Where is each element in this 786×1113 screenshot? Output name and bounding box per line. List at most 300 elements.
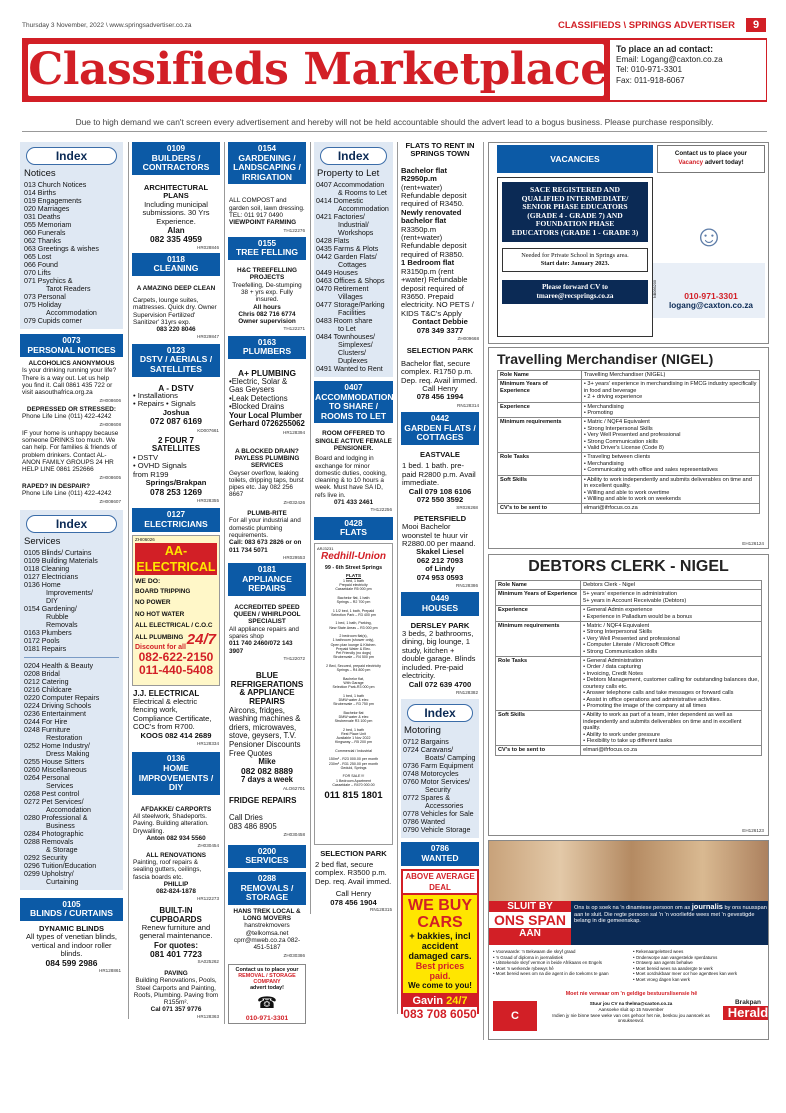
electricians-header: 0127 ELECTRICIANS bbox=[132, 508, 220, 531]
list-item: 2 Bed, Secured, prepaid electricity bbox=[326, 663, 381, 668]
banner bbox=[22, 38, 767, 102]
list-item: & Rooms to Let bbox=[338, 189, 387, 197]
list-item: 0288 Removals bbox=[24, 837, 74, 846]
list-item: • Ontwerp aan agents behalwe bbox=[633, 960, 693, 966]
table-label: Role Tasks bbox=[496, 657, 581, 711]
people-icon: ☺ bbox=[693, 220, 725, 253]
sat-title: 2 FOUR 7 SATELLITES bbox=[151, 436, 201, 454]
list-item: 019 Engagements bbox=[24, 197, 82, 205]
list-item: Strubenvale – R4 500 pm bbox=[333, 655, 374, 660]
contact-email[interactable]: Email: Logang@caxton.co.za bbox=[616, 54, 723, 64]
list-item: ALL PLUMBING bbox=[135, 633, 184, 641]
table-row bbox=[498, 402, 760, 418]
bi-title: BUILT-IN CUPBOARDS bbox=[150, 905, 202, 924]
table-row bbox=[498, 453, 760, 475]
services-list-2 bbox=[20, 662, 123, 886]
list-item: • Moet bereid wees na aandergte te werk bbox=[633, 965, 713, 971]
list-item: 0772 Spares & bbox=[403, 794, 450, 803]
list-item: 0748 Motorcycles bbox=[403, 770, 459, 779]
list-item: QUALIFIED INTERMEDIATE/ bbox=[521, 193, 629, 203]
aa-phone-1: 082-622-2150 bbox=[138, 649, 214, 664]
column-5: FLATS TO RENT IN SPRINGS TOWN Bachelor flat R2950p.m (rent+water) Refundable deposit required of R3450. Newly renovated bachelor flat R3350p.m (rent+water) Refundable deposit required of R3850. 1 Bedroom flat R3150p.m (rent +water) Refundable deposit required of R3650. Prepaid electricity. NO PETS / KIDS T&C's Apply Contact Debbie 078 349 3377 ZH009668 SELECTION PARK Bachelor flat, secure complex. R1750 p.m. Dep. req. Avail immed. Call Henry 078 456 1994 RN128314 0442 GARDEN FLATS / COTTAGES EASTVALE 1 bed. 1 bath. pre-paid R2800 p.m. Avail immediate. Call 079 108 6106 072 550 3592 SR026268 PETERSFIELD Mooi Bachelor woonstel te huur vir R2880.00 per maand. Skakel Liesel 062 212 7093 of Lindy 074 953 0593 RN128386 0449 HOUSES DERSLEY PARK 3 beds, 2 bathrooms, dining, big lounge, 1 study, kitchen + double garage. Blinds included. Pre-paid electricity. Call 072 639 4700 RN128382 Index Motoring 0712 Bargains 0724 Caravans/ Boats/ Camping 0736 Farm Equipment 0748 Motorcycles 0760 Motor Services/ Security 0772 Spares & Accessories 0778 Vehicles for Sale 0786 Wanted 0790 Vehicle Storage 0786 WANTED ABOVE AVERAGE DEAL WE BUY CARS + bakkies, incl accident damaged cars. Best prices paid. We come to you! Gavin 24/7 083 708 6050 bbox=[397, 142, 479, 1014]
table-row bbox=[496, 622, 762, 657]
list-item: 1 bed, 1 bath bbox=[343, 578, 364, 583]
notices-index bbox=[20, 142, 123, 329]
list-item: Selection Park – R3 400 pm bbox=[331, 612, 376, 617]
list-item: Prepaid Water & Elec. bbox=[335, 646, 372, 651]
table-value: • Ability to work as part of a team, inter dependent as well as independently and submits deliverables on time and in excellent quality. • Ability to work under pressure • Flexibility to take up different tasks bbox=[581, 711, 762, 746]
notices-list bbox=[20, 181, 123, 325]
list-item: Selection Park-R3 000 pm bbox=[332, 685, 375, 690]
list-item: FOR SALE !!! bbox=[342, 774, 365, 779]
table-row bbox=[498, 371, 760, 380]
debtors-clerk-ad: DEBTORS CLERK - NIGEL Role Name Debtors Clerk - Nigel Minimum Years of Experience 5+ years' experience in administration 5+ years in Account Receivable (Debtors) Experience • General Admin experience • Experience in Palladium would be a bonus Minimum requirements • Matric / NQF4 Equivalent • Strong Interpersonal Skills • Very Well Presented and professional • Computer Literate / Microsoft Office • Strong Communication skills Role Tasks • General Administration • Order / data capturing • Invoicing, Credit Notes • Debtors Management, customer calling for outstanding balances due, courtesy calls etc. • Answer telephone calls and take messages or forward calls • Assist in office operations and administrative activities. • Promoting the image of the company at all times Soft Skills • Ability to work as part of a team, inter dependent as well as independently and submits deliverables on time and in excellent quality. • Ability to work under pressure • Flexibility to take up different tasks CV's to be sent to elmari@ifrfocus.co.za EH126123 bbox=[488, 554, 769, 836]
list-item: 0284 Photographic bbox=[24, 829, 84, 838]
table-label: Minimum requirements bbox=[498, 418, 582, 453]
table-value: • Ability to work independently and submits deliverables on time and in excellent quality. • Willing and able to work overtime • Willing and able to work on weekends bbox=[581, 475, 759, 504]
list-item: ALL ELECTRICAL / C.O.C bbox=[135, 622, 213, 630]
list-item: 0292 Security bbox=[24, 853, 68, 862]
list-item: & Storage bbox=[46, 845, 78, 854]
list-item: Cottages bbox=[338, 261, 367, 269]
list-item: 0268 Pest control bbox=[24, 789, 80, 798]
raped-title: RAPED? IN DESPAIR? bbox=[22, 482, 91, 490]
list-item: Accommodation bbox=[46, 309, 97, 317]
list-item: 0236 Entertainment bbox=[24, 709, 86, 718]
motoring-index: Index Motoring 0712 Bargains 0724 Caravans/ Boats/ Camping 0736 Farm Equipment 0748 Motorcycles 0760 Motor Services/ Security 0772 Spares & Accessories 0778 Vehicles for Sale 0786 Wanted 0790 Vehicle Storage bbox=[401, 699, 479, 838]
list-item: Pet Friendly (no dogs) bbox=[335, 651, 372, 656]
ap-title: A+ PLUMBING bbox=[238, 367, 296, 378]
list-item: 0163 Plumbers bbox=[24, 628, 72, 637]
list-item: Available 1 Nov 2022 bbox=[336, 736, 371, 741]
list-item: 0790 Vehicle Storage bbox=[403, 826, 471, 835]
list-item: 0208 Bridal bbox=[24, 669, 60, 678]
list-item: SACE REGISTERED AND bbox=[530, 185, 620, 194]
aa-phone-2: 011-440-5408 bbox=[138, 662, 214, 677]
aa-title: ALCOHOLICS ANONYMOUS bbox=[28, 360, 115, 368]
list-item: 0154 Gardening/ bbox=[24, 604, 77, 613]
personal-notices-header: 0073 PERSONAL NOTICES bbox=[20, 334, 123, 357]
list-item: Accomodation bbox=[46, 805, 91, 814]
list-item: DMW water & elec bbox=[338, 714, 369, 719]
vacancies-header: VACANCIES bbox=[497, 145, 653, 173]
list-item: 0421 Factories/ bbox=[316, 213, 365, 221]
list-item: 0724 Caravans/ bbox=[403, 746, 454, 755]
list-item: Industrial/ bbox=[338, 221, 369, 229]
houses-header: 0449 HOUSES bbox=[401, 592, 479, 615]
list-item: • Uitstekende skryf vermoë in beide Afrikaans en Engels bbox=[493, 960, 602, 966]
column-4: Index Property to Let 0407 Accommodation & Rooms to Let 0414 Domestic Accommodation 0421 Factories/ Industrial/ Workshops 0428 Flats 0435 Farms & Plots 0442 Garden Flats/ Cottages 0449 Houses 0463 Offices & Shops 0470 Retirement Villages 0477 Storage/Parking Facilities 0483 Room share to Let 0484 Townhouses/ Simplexes/ Clusters/ Duplexes 0491 Wanted to Rent 0407 ACCOMMODATION TO SHARE / ROOMS TO LET ROOM OFFERED TO SINGLE ACTIVE FEMALE PENSIONER. Board and lodging in exchange for minor domestic duties, cooking, cleaning & to 10 hours a week. Must have SA ID, refs live in. 071 433 2461 TH122256 0428 FLATS ARJ3231 Redhill-Union 99 - 6th Street Springs FLATS 1 bed, 1 bath Prepaid electricity Casseldale R5 000 pm Bachelor flat, 1 bath Springs – R2 700 pm 1 1/2 bed, 1 bath, Prepaid Selection Park – R3 400 pm 1 bed, 1 bath, Parking, New State Areas – R3 000 pm 2 bedroom flat(s), 1 bathroom (shower only), Open plan lounge & Kitchen. Prepaid Water & Elec. Pet Friendly (no dogs) Strubenvale – R4 500 pm 2 Bed, Secured, prepaid electricity Springs – R4 800 pm Bachelor flat, With Garage Selection Park-R3 000 pm 1 bed, 1 bath DMW water & elec Strubenvale – R3 750 pm Bachelor flat DMW water & elec Strubenvale R3 100 pm 2 bed, 1 bath Rest Place Unit Available 1 Nov 2022 Kingsway – R5 200 pm Commercial / Industrial 150m² - R23 000.00 per month 230m² - R31 250.00 per month Geduld, Springs FOR SALE !!! 1 Bedroom Apartment Casseldale – R470 000.00 011 815 1801 SELECTION PARK 2 bed flat, secure complex. R3500 p.m. Dep. req. Avail immed. Call Henry 078 456 1904 RN128315 bbox=[310, 142, 393, 914]
table-value: elmari@ifrfocus.co.za bbox=[581, 504, 759, 513]
list-item: 062 Thanks bbox=[24, 237, 61, 245]
merchandiser-ad: Travelling Merchandiser (NIGEL) Role Name Travelling Merchandiser (NIGEL) Minimum Years of Experience • 3+ years' experience in merchandising in FMCG industry specifically in food and beverage • 2 + driving experience Experience • Merchandising • Promoting Minimum requirements • Matric / NQF4 Equivalent • Strong Interpersonal Skills • Very Well Presented and professional • Strong Communication skills • Valid Driver's License (Code 8) Role Tasks • Traveling between clients • Merchandising • Communicating with office and sales representatives Soft Skills • Ability to work independently and submits deliverables on time and in excellent quality. • Willing and able to work overtime • Willing and able to work on weekends CV's to be sent to elmari@ifrfocus.co.za EH126124 bbox=[488, 347, 769, 549]
aa-text: Is your drinking running your life? There is a way out. Let us help you find it. Call 0861 435 722 or visit aasouthafrica.org.za bbox=[22, 367, 117, 397]
list-item: 1 Bedroom Apartment bbox=[336, 778, 371, 783]
list-item: 2 bedroom flat(s), bbox=[339, 634, 368, 639]
viewpoint-title: VIEWPOINT FARMING bbox=[229, 219, 297, 227]
table-row bbox=[498, 475, 760, 504]
afd-title: AFDAKKE/ CARPORTS bbox=[140, 805, 212, 813]
motoring-title: Motoring bbox=[404, 725, 441, 737]
list-item: (GRADE 4 - GRADE 7) AND bbox=[527, 210, 623, 220]
list-item: Restoration bbox=[46, 733, 83, 742]
tree-header: 0155 TREE FELLING bbox=[228, 237, 306, 260]
appliance-repairs-header: 0181 APPLIANCE REPAIRS bbox=[228, 563, 306, 596]
list-item: 0224 Driving Schools bbox=[24, 701, 92, 710]
list-item: 073 Personal bbox=[24, 293, 66, 301]
services-header: 0200 SERVICES bbox=[228, 845, 306, 868]
list-item: Security bbox=[425, 786, 451, 795]
dstv-header: 0123 DSTV / AERIALS / SATELLITES bbox=[132, 344, 220, 377]
list-item: •Leak Detections bbox=[229, 393, 288, 403]
list-item: 0786 Wanted bbox=[403, 818, 445, 827]
table-row bbox=[496, 606, 762, 622]
contact-box bbox=[610, 40, 766, 100]
contact-fax: Fax: 011-918-6067 bbox=[616, 75, 685, 85]
list-item: Facilities bbox=[338, 309, 366, 317]
list-item: • Moet 'n werkende rybewys hê bbox=[493, 965, 554, 971]
removal-advert-promo: Contact us to place your REMOVAL / STORAGE COMPANY advert today! ☎ 010-971-3301 bbox=[228, 964, 306, 1024]
services-list bbox=[20, 549, 123, 653]
list-item: 0216 Childcare bbox=[24, 685, 72, 694]
list-item: Dress Making bbox=[46, 749, 90, 758]
list-item: Duplexes bbox=[338, 357, 368, 365]
list-item: 014 Births bbox=[24, 189, 56, 197]
list-item: 1 bed, 1 bath bbox=[343, 693, 364, 698]
eastvale-phone: 072 550 3592 bbox=[416, 495, 464, 504]
list-item: Tarot Readers bbox=[46, 285, 91, 293]
list-item: • Onderworpe aan vasgestelde sperdatums bbox=[633, 954, 718, 960]
dstv-title: A - DSTV bbox=[158, 382, 194, 393]
list-item: 0136 Home bbox=[24, 580, 61, 589]
list-item: DIY bbox=[46, 596, 58, 605]
blinds-title: DYNAMIC BLINDS bbox=[39, 924, 104, 934]
list-item: 060 Funerals bbox=[24, 229, 66, 237]
list-item: 0414 Domestic bbox=[316, 197, 364, 205]
list-item: DMW water & elec bbox=[338, 697, 369, 702]
list-item: 1 bed, 1 bath, Parking, bbox=[335, 621, 372, 626]
list-item: 150m² - R23 000.00 per month bbox=[328, 757, 379, 762]
jj-phone: KOOS 082 414 2689 bbox=[140, 730, 212, 740]
list-item: 0272 Pet Services/ bbox=[24, 797, 84, 806]
list-item: 0491 Wanted to Rent bbox=[316, 365, 383, 373]
list-item: 0109 Building Materials bbox=[24, 556, 98, 565]
list-item: Geduld, Springs bbox=[340, 765, 367, 770]
caxton-logo-icon: C bbox=[493, 1001, 537, 1031]
list-item: 075 Holiday bbox=[24, 301, 62, 309]
list-item: With Garage bbox=[343, 680, 364, 685]
contact-tel: Tel: 010-971-3301 bbox=[616, 65, 683, 75]
list-item: 0248 Furniture bbox=[24, 725, 71, 734]
table-row bbox=[498, 418, 760, 453]
notices-title: Notices bbox=[24, 168, 56, 179]
table-value: Debtors Clerk - Nigel bbox=[581, 581, 762, 590]
table-row bbox=[496, 590, 762, 606]
table-value: • 3+ years' experience in merchandising in FMCG industry specifically in food and beverage • 2 + driving experience bbox=[581, 380, 759, 402]
list-item: 1 1/2 bed, 1 bath, Prepaid bbox=[332, 608, 375, 613]
table-label: Soft Skills bbox=[498, 475, 582, 504]
dstv-phone: 072 087 6169 bbox=[150, 416, 202, 427]
table-value: • Merchandising • Promoting bbox=[581, 402, 759, 418]
list-item: 065 Lost bbox=[24, 253, 52, 261]
list-item: 0181 Repairs bbox=[24, 644, 67, 653]
list-item: 0212 Catering bbox=[24, 677, 69, 686]
arch-phone: 082 335 4959 bbox=[150, 234, 202, 244]
table-row bbox=[496, 711, 762, 746]
list-item: •Blocked Drains bbox=[229, 402, 285, 412]
list-item: 0172 Pools bbox=[24, 636, 60, 645]
wanted-header: 0786 WANTED bbox=[401, 842, 479, 865]
table-row bbox=[496, 581, 762, 590]
ap-phone: Gerhard 0726255062 bbox=[229, 419, 305, 429]
table-value: elmari@ifrfocus.co.za bbox=[581, 746, 762, 755]
table-value: 5+ years' experience in administration 5+ years in Account Receivable (Debtors) bbox=[581, 590, 762, 606]
clean-title: A AMAZING DEEP CLEAN bbox=[136, 284, 216, 292]
vac-phone: 010-971-3301 bbox=[684, 291, 738, 301]
list-item: 0105 Blinds/ Curtains bbox=[24, 548, 92, 557]
list-item: 0244 For Hire bbox=[24, 717, 68, 726]
list-item: 0118 Cleaning bbox=[24, 564, 70, 573]
sat-phone: 078 253 1269 bbox=[150, 486, 202, 497]
redhill-logo: Redhill-Union bbox=[321, 550, 386, 562]
blue-phone: 082 082 8889 bbox=[241, 765, 293, 776]
list-item: • 'n Graad of diploma in joernalistiek bbox=[493, 954, 563, 960]
debtors-table bbox=[495, 580, 762, 756]
disclaimer: Due to high demand we can't screen every advertisement and hereby will not be held accountable should the advert lead to a bogus business. Please purchase responsibly. bbox=[75, 117, 714, 127]
list-item: 0712 Bargains bbox=[403, 738, 449, 747]
removals-header: 0288 REMOVALS / STORAGE bbox=[228, 872, 306, 905]
table-row bbox=[496, 657, 762, 711]
table-value: Travelling Merchandiser (NIGEL) bbox=[581, 371, 759, 380]
list-item: 0760 Motor Services/ bbox=[403, 778, 471, 787]
list-item: 071 Psychics & bbox=[24, 277, 73, 285]
list-item: Springs – R2 700 pm bbox=[336, 600, 371, 605]
debbie-phone: 078 349 3377 bbox=[416, 325, 464, 335]
list-item: 063 Greetings & wishes bbox=[24, 245, 99, 253]
table-label: Minimum Years of Experience bbox=[496, 590, 581, 606]
list-item: • Moet vroeg dagen kan werk bbox=[633, 976, 690, 982]
table-row bbox=[498, 504, 760, 513]
list-item: 0127 Electricians bbox=[24, 572, 79, 581]
alanon-text: IF your home is unhappy because someone DRINKS too much. We can help. For families & friends of problem drinkers. Contact AL-ANON FAMILY GROUPS 24 HR HELP LINE 0861 252666 bbox=[22, 429, 119, 474]
garden-flats-header: 0442 GARDEN FLATS / COTTAGES bbox=[401, 412, 479, 445]
flats-springs-title: FLATS TO RENT IN SPRINGS TOWN bbox=[405, 141, 475, 159]
property-index: Index Property to Let 0407 Accommodation & Rooms to Let 0414 Domestic Accommodation 0421 Factories/ Industrial/ Workshops 0428 Flats 0435 Farms & Plots 0442 Garden Flats/ Cottages 0449 Houses 0463 Offices & Shops 0470 Retirement Villages 0477 Storage/Parking Facilities 0483 Room share to Let 0484 Townhouses/ Simplexes/ Clusters/ Duplexes 0491 Wanted to Rent bbox=[314, 142, 393, 377]
list-item: 055 Memoriam bbox=[24, 221, 72, 229]
list-item: Simplexes/ bbox=[338, 341, 373, 349]
table-label: Minimum Years of Experience bbox=[498, 380, 582, 402]
list-item: 0220 Computer Repairs bbox=[24, 693, 100, 702]
redhill-phone: 011 815 1801 bbox=[324, 790, 383, 802]
dersley-phone: Call 072 639 4700 bbox=[408, 679, 472, 689]
list-item: 0470 Retirement bbox=[316, 285, 369, 293]
debtors-title: DEBTORS CLERK - NIGEL bbox=[528, 558, 729, 575]
journalist-ad: SLUIT BY ONS SPAN AAN Ons is op soek na 'n dinamiese persoon om as journalis by ons nuusspan aan te sluit. Die regte persoon sal 'n 'n voorliefde wees met 'n gevestigde belang in die gemeenskap. • Voorwaarde: 'n Bekwaam die skryf graad • 'n Graad of diploma in joernalistiek • Uitstekende skryf vermoë in beide Afrikaans en Engels • Moet 'n werkende rybewys hê • Moet bereid wees om na die agent in die toekoms te gaan • Rekenaargeletterd wees • Onderworpe aan vasgestelde sperdatums • Ontwerp aan agents behalwe • Moet bereid wees na aandergte te werk • Moet oordrukbaar meer oor hoe agenttees kan werk • Moet vroeg dagen kan werk Moet nie verwaar om 'n geldige bestuurslisensie hê Stuur jou CV na thelma@caxton.co.za Aansoeke sluit op 15 November Indien jy nie binne twee weke van ons gehoor het nie, beskou jou aansoek as onsuksesvol. C Brakpan Herald bbox=[488, 840, 769, 1040]
list-item: • Rekenaargeletterd wees bbox=[633, 949, 684, 954]
blinds-header: 0105 BLINDS / CURTAINS bbox=[20, 898, 123, 921]
list-item: 1 bathroom (shower only), bbox=[332, 638, 375, 643]
blue-title: BLUE REFRIGERATIONS & APPLIANCE REPAIRS bbox=[230, 671, 304, 707]
sace-email[interactable]: tmaree@recsprings.co.za bbox=[536, 291, 614, 300]
list-item: 0778 Vehicles for Sale bbox=[403, 810, 474, 819]
list-item: 079 Cupids corner bbox=[24, 317, 82, 325]
table-label: Role Name bbox=[496, 581, 581, 590]
list-item: Services bbox=[46, 781, 74, 790]
list-item: 0463 Offices & Shops bbox=[316, 277, 385, 285]
list-item: •Electric, Solar & bbox=[229, 376, 288, 386]
we-buy-cars-ad: ABOVE AVERAGE DEAL WE BUY CARS + bakkies, incl accident damaged cars. Best prices paid. We come to you! Gavin 24/7 083 708 6050 bbox=[401, 869, 479, 1014]
builders-header: 0109 BUILDERS / CONTRACTORS bbox=[132, 142, 220, 175]
list-item: 230m² - R31 250.00 per month bbox=[328, 761, 379, 766]
table-label: Minimum requirements bbox=[496, 622, 581, 657]
list-item: 070 Lifts bbox=[24, 269, 51, 277]
herald-logo: Herald bbox=[723, 1006, 769, 1020]
list-item: Clusters/ bbox=[338, 349, 366, 357]
table-value: • General Admin experience • Experience in Palladium would be a bonus bbox=[581, 606, 762, 622]
merchandiser-table bbox=[497, 370, 760, 514]
list-item: Accessories bbox=[425, 802, 464, 811]
merchandiser-title: Travelling Merchandiser (NIGEL) bbox=[497, 351, 714, 367]
group-photo bbox=[489, 841, 769, 901]
list-item: 0449 Houses bbox=[316, 269, 358, 277]
list-item: NO HOT WATER bbox=[135, 610, 185, 618]
arch-title: ARCHITECTURAL PLANS bbox=[143, 182, 209, 201]
table-label: Role Name bbox=[498, 371, 582, 380]
table-value: • General Administration • Order / data capturing • Invoicing, Credit Notes • Debtors Management, customer calling for outstanding balances due, courtesy calls etc. • Answer telephone calls and take messages or forward calls • Assist in office operations and administrative activities. • Promoting the image of the company at all times bbox=[581, 657, 762, 711]
list-item: 031 Deaths bbox=[24, 213, 61, 221]
list-item: Strubenvale – R3 750 pm bbox=[333, 702, 374, 707]
column-6 bbox=[483, 142, 769, 1040]
list-item: Strubenvale R3 100 pm bbox=[334, 719, 373, 724]
contact-title: To place an ad contact: bbox=[616, 44, 714, 54]
list-item: 0204 Health & Beauty bbox=[24, 661, 94, 670]
list-item: Gas Geysers bbox=[229, 385, 275, 395]
home-improvements-header: 0136 HOME IMPROVEMENTS / DIY bbox=[132, 752, 220, 794]
section-title: CLASSIFIEDS \ SPRINGS ADVERTISER bbox=[558, 20, 736, 31]
property-title: Property to Let bbox=[317, 168, 380, 179]
list-item: 0252 Home Industry/ bbox=[24, 741, 90, 750]
list-item: Improvements/ bbox=[46, 588, 93, 597]
list-item: Bachelor flat bbox=[343, 710, 364, 715]
list-item: Business bbox=[46, 821, 75, 830]
list-item: 013 Church Notices bbox=[24, 181, 87, 189]
vacancies-section: VACANCIES Contact us to place your Vacancy advert today! SACE REGISTERED AND QUALIFIED INTERMEDIATE/ SENIOR PHASE EDUCATORS (GRADE 4 - GRADE 7) AND FOUNDATION PHASE EDUCATORS (GRADE 1 - GRADE 3) Needed for Private School in Springs area. Start date: January 2023. Please forward CV to tmaree@recsprings.co.za ☺ 010-971-3301 logang@caxton.co.za NB066200 bbox=[488, 142, 769, 344]
table-value: • Traveling between clients • Merchandising • Communicating with office and sales representatives bbox=[581, 453, 759, 475]
list-item: Accommodation bbox=[338, 205, 389, 213]
list-item: to Let bbox=[338, 325, 356, 333]
list-item: Workshops bbox=[338, 229, 374, 237]
services-title: Services bbox=[24, 535, 61, 547]
list-item: FOUNDATION PHASE bbox=[535, 219, 615, 229]
list-item: 2 bed, 1 bath bbox=[343, 727, 364, 732]
list-item: Open plan lounge & Kitchen. bbox=[330, 642, 377, 647]
list-item: Bachelor flat, 1 bath bbox=[337, 595, 370, 600]
redhill-union-ad: ARJ3231 Redhill-Union 99 - 6th Street Springs FLATS 1 bed, 1 bath Prepaid electricity Casseldale R5 000 pm Bachelor flat, 1 bath Springs – R2 700 pm 1 1/2 bed, 1 bath, Prepaid Selection Park – R3 400 pm 1 bed, 1 bath, Parking, New State Areas – R3 000 pm 2 bedroom flat(s), 1 bathroom (shower only), Open plan lounge & Kitchen. Prepaid Water & Elec. Pet Friendly (no dogs) Strubenvale – R4 500 pm 2 Bed, Secured, prepaid electricity Springs – R4 800 pm Bachelor flat, With Garage Selection Park-R3 000 pm 1 bed, 1 bath DMW water & elec Strubenvale – R3 750 pm Bachelor flat DMW water & elec Strubenvale R3 100 pm 2 bed, 1 bath Rest Place Unit Available 1 Nov 2022 Kingsway – R5 200 pm Commercial / Industrial 150m² - R23 000.00 per month 230m² - R31 250.00 per month Geduld, Springs FOR SALE !!! 1 Bedroom Apartment Casseldale – R470 000.00 011 815 1801 bbox=[314, 543, 393, 845]
list-item: EDUCATORS (GRADE 1 - GRADE 3) bbox=[511, 227, 639, 237]
list-item: 0736 Farm Equipment bbox=[403, 762, 474, 771]
list-item: Curtaining bbox=[46, 877, 79, 886]
list-item: 020 Marriages bbox=[24, 205, 70, 213]
list-item: • Moet bereid wees om na die agent in die toekoms te gaan bbox=[493, 971, 609, 977]
list-item: 066 Found bbox=[24, 261, 58, 269]
cleaning-header: 0118 CLEANING bbox=[132, 253, 220, 276]
table-label: Experience bbox=[498, 402, 582, 418]
sace-heading bbox=[502, 182, 648, 242]
page-number: 9 bbox=[746, 18, 766, 32]
list-item: 0296 Tuition/Education bbox=[24, 861, 97, 870]
aa-title: AA-ELECTRICAL bbox=[136, 543, 216, 574]
list-item: Casseldale – R470 000.00 bbox=[332, 782, 375, 787]
list-item: Removals bbox=[46, 620, 78, 629]
list-item: Springs – R4 800 pm bbox=[336, 668, 371, 673]
list-item: 0484 Townhouses/ bbox=[316, 333, 376, 341]
list-item: 0255 House Sitters bbox=[24, 757, 85, 766]
table-row bbox=[496, 746, 762, 755]
list-item: Kingsway – R5 200 pm bbox=[335, 740, 372, 745]
plumbers-header: 0163 PLUMBERS bbox=[228, 336, 306, 359]
list-item: NO POWER bbox=[135, 599, 171, 607]
jj-title: J.J. ELECTRICAL bbox=[133, 688, 200, 698]
index-heading: Index bbox=[55, 149, 88, 163]
depressed-title: DEPRESSED OR STRESSED: bbox=[26, 405, 117, 413]
list-item: 0428 Flats bbox=[316, 237, 350, 245]
accommodation-header: 0407 ACCOMMODATION TO SHARE / ROOMS TO LET bbox=[314, 381, 393, 423]
list-item: 0260 Miscellaneous bbox=[24, 765, 87, 774]
list-item: 0299 Upholstry/ bbox=[24, 869, 74, 878]
list-item: Prepaid electricity bbox=[339, 583, 368, 588]
services-index: Index Services 0105 Blinds/ Curtains 0109 Building Materials 0118 Cleaning 0127 Electricians 0136 Home Improvements/ DIY 0154 Gardening/ Rubble Removals 0163 Plumbers 0172 Pools 0181 Repairs 0204 Health & Beauty 0208 Bridal 0212 Catering 0216 Childcare 0220 Computer Repairs 0224 Driving Schools 0236 Entertainment 0244 For Hire 0248 Furniture Restoration 0252 Home Industry/ Dress Making 0255 House Sitters 0260 Miscellaneous 0264 Personal Services 0268 Pest control 0272 Pet Services/ Accomodation 0280 Professional & Business 0284 Photographic 0288 Removals & Storage 0292 Security 0296 Tuition/Education 0299 Upholstry/ Curtaining bbox=[20, 510, 123, 890]
cars-phone: 083 708 6050 bbox=[403, 1006, 477, 1021]
list-item: SENIOR PHASE EDUCATORS bbox=[522, 202, 628, 212]
list-item: • Voorwaarde: 'n Bekwaam die skryf graad bbox=[493, 949, 576, 954]
list-item: 0407 Accommodation bbox=[316, 181, 385, 189]
list-item: 0442 Garden Flats/ bbox=[316, 253, 377, 261]
table-value: • Matric / NQF4 Equivalent • Strong Interpersonal Skills • Very Well Presented and professional • Computer Literate / Microsoft Office • Strong Communication skills bbox=[581, 622, 762, 657]
blinds-phone: 084 599 2986 bbox=[45, 957, 98, 968]
gardening-header: 0154 GARDENING / LANDSCAPING / IRRIGATION bbox=[228, 142, 306, 184]
list-item: Commercial / Industrial bbox=[335, 748, 372, 753]
list-item: • Moet oordrukbaar meer oor hoe agenttees kan werk bbox=[633, 971, 738, 977]
aa-electrical-ad: ZHI06026 AA-ELECTRICAL WE DO: BOARD TRIPPING NO POWER NO HOT WATER ALL ELECTRICAL / C.O.C ALL PLUMBING 24/7 Discount for all 082-622-2150 011-440-5408 bbox=[132, 535, 220, 686]
table-label: Experience bbox=[496, 606, 581, 622]
list-item: Casseldale R5 000 pm bbox=[335, 587, 372, 592]
sp-phone: 078 456 1904 bbox=[330, 898, 377, 908]
table-label: Role Tasks bbox=[498, 453, 582, 475]
banner-title: Classifieds Marketplace bbox=[28, 44, 608, 95]
list-item: BOARD TRIPPING bbox=[135, 587, 191, 595]
list-item: 0477 Storage/Parking bbox=[316, 301, 385, 309]
table-row bbox=[498, 380, 760, 402]
we-buy-cars-title: WE BUY CARS bbox=[408, 896, 472, 931]
list-item: 0483 Room share bbox=[316, 317, 373, 325]
list-item: 0264 Personal bbox=[24, 773, 70, 782]
column-1: Index Notices 013 Church Notices 014 Births 019 Engagements 020 Marriages 031 Deaths 055 Memoriam 060 Funerals 062 Thanks 063 Greetings & wishes 065 Lost 066 Found 070 Lifts 071 Psychics & Tarot Readers 073 Personal 075 Holiday Accommodation 079 Cupids corner 0073 PERSONAL NOTICES ALCOHOLICS ANONYMOUS Is your drinking running your life? There is a way out. Let us help you find it. Call 0861 435 722 or visit aasouthafrica.org.za ZH008606 DEPRESSED OR STRESSED: Phone Life Line (011) 422-4242 ZH008608 IF your home is unhappy because someone DRINKS too much. We can help. For families & friends of problem drinkers. Contact AL-ANON FAMILY GROUPS 24 HR HELP LINE 0861 252666 ZH008605 RAPED? IN DESPAIR? Phone Life Line (011) 422-4242 ZH008607 Index Services 0105 Blinds/ Curtains 0109 Building Materials 0118 Cleaning 0127 Electricians 0136 Home Improvements/ DIY 0154 Gardening/ Rubble Removals 0163 Plumbers 0172 Pools 0181 Repairs 0204 Health & Beauty 0208 Bridal 0212 Catering 0216 Childcare 0220 Computer Repairs 0224 Driving Schools 0236 Entertainment 0244 For Hire 0248 Furniture Restoration 0252 Home Industry/ Dress Making 0255 House Sitters 0260 Miscellaneous 0264 Personal Services 0268 Pest control 0272 Pet Services/ Accomodation 0280 Professional & Business 0284 Photographic 0288 Removals & Storage 0292 Security 0296 Tuition/Education 0299 Upholstry/ Curtaining 0105 BLINDS / CURTAINS DYNAMIC BLINDS All types of venetian blinds, vertical and indoor roller blinds. 084 599 2986 HR128861 bbox=[20, 142, 123, 976]
list-item: Rest Place Unit bbox=[341, 731, 366, 736]
list-item: Bachelor flat, bbox=[343, 676, 364, 681]
table-label: CV's to be sent to bbox=[498, 504, 582, 513]
list-item: Boats/ Camping bbox=[425, 754, 476, 763]
list-item: 0435 Farms & Plots bbox=[316, 245, 379, 253]
table-label: Soft Skills bbox=[496, 711, 581, 746]
column-3: 0154 GARDENING / LANDSCAPING / IRRIGATION ALL COMPOST and garden soil, lawn dressing. TEL: 011 917 0490 VIEWPOINT FARMING TH122276 0155 TREE FELLING H&C TREEFELLING PROJECTS Treefelling, De-stumping 38 + yrs exp. Fully insured. All hours Chris 082 716 6774 Owner supervision TH122271 0163 PLUMBERS A+ PLUMBING •Electric, Solar & Gas Geysers •Leak Detections •Blocked Drains Your Local Plumber Gerhard 0726255062 HR128394 A BLOCKED DRAIN? PAYLESS PLUMBING SERVICES Geyser overflow, leaking toilets, dripping taps, burst pipes etc. Jay 082 256 8667 ZH032426 PLUMB-RITE For all your industrial and domestic plumbing requirements. Call: 083 673 2826 or on 011 734 5071 HR029553 0181 APPLIANCE REPAIRS ACCREDITED SPEED QUEEN / WHIRLPOOL SPECIALIST All appliance repairs and spares shop 011 740 2460/072 143 3907 TH122072 BLUE REFRIGERATIONS & APPLIANCE REPAIRS Aircons, fridges, washing machines & driers, microwaves, stove, geysers, T.V. Pensioner Discounts Free Quotes Mike 082 082 8889 7 days a week ALO62701 FRIDGE REPAIRS Call Dries 083 486 8905 ZH030458 0200 SERVICES 0288 REMOVALS / STORAGE HANS TREK LOCAL & LONG MOVERS hanstrekmovers @telkomsa.net cprr@mweb.co.za 082- 451-5187 ZH030386 Contact us to place your REMOVAL / STORAGE COMPANY advert today! ☎ 010-971-3301 bbox=[224, 142, 306, 1024]
list-item: Rubble bbox=[46, 612, 69, 621]
table-label: CV's to be sent to bbox=[496, 746, 581, 755]
issue-date: Thursday 3 November, 2022 \ www.springsadvertiser.co.za bbox=[22, 22, 192, 29]
table-value: • Matric / NQF4 Equivalent • Strong Interpersonal Skills • Very Well Presented and professional • Strong Communication skills • Valid Driver's License (Code 8) bbox=[581, 418, 759, 453]
list-item: Villages bbox=[338, 293, 363, 301]
hc-phone: Chris 082 716 6774 bbox=[238, 310, 296, 318]
column-2: 0109 BUILDERS / CONTRACTORS ARCHITECTURAL PLANS Including municipal submissions. 30 Yrs Experience. Alan 082 335 4959 HR028846 0118 CLEANING A AMAZING DEEP CLEAN Carpets, lounge suites, mattresses. Quick dry. Owner Supervision Fertilized' Sanitizer' 31yrs exp. 083 220 8046 HR029847 0123 DSTV / AERIALS / SATELLITES A - DSTV • Installations • Repairs • Signals Joshua 072 087 6169 KD007661 2 FOUR 7 SATELLITES • DSTV • OVHD Signals from R199 Springs/Brakpan 078 253 1269 HR028355 0127 ELECTRICIANS ZHI06026 AA-ELECTRICAL WE DO: BOARD TRIPPING NO POWER NO HOT WATER ALL ELECTRICAL / C.O.C ALL PLUMBING 24/7 Discount for all 082-622-2150 011-440-5408 J.J. ELECTRICAL Electrical & electric fencing work, Compliance Certificate, COC's from R700. KOOS 082 414 2689 HR128334 0136 HOME IMPROVEMENTS / DIY AFDAKKE/ CARPORTS All steelwork, Shadeports. Paving. Building alteration. Drywalling. Anton 082 934 5560 ZH030454 ALL RENOVATIONS Painting, roof repairs & sealing gutters, ceilings, fascia boards etc. PHILLIP 082-824-1878 HR122273 BUILT-IN CUPBOARDS Renew furniture and general maintenance. For quotes: 081 401 7723 SA025262 PAVING Building Renovations, Pools, Steel Carports and Painting, Roofs, Plumbing. Paving from R155m². Cal 071 357 9776 HR128363 bbox=[128, 142, 220, 1019]
